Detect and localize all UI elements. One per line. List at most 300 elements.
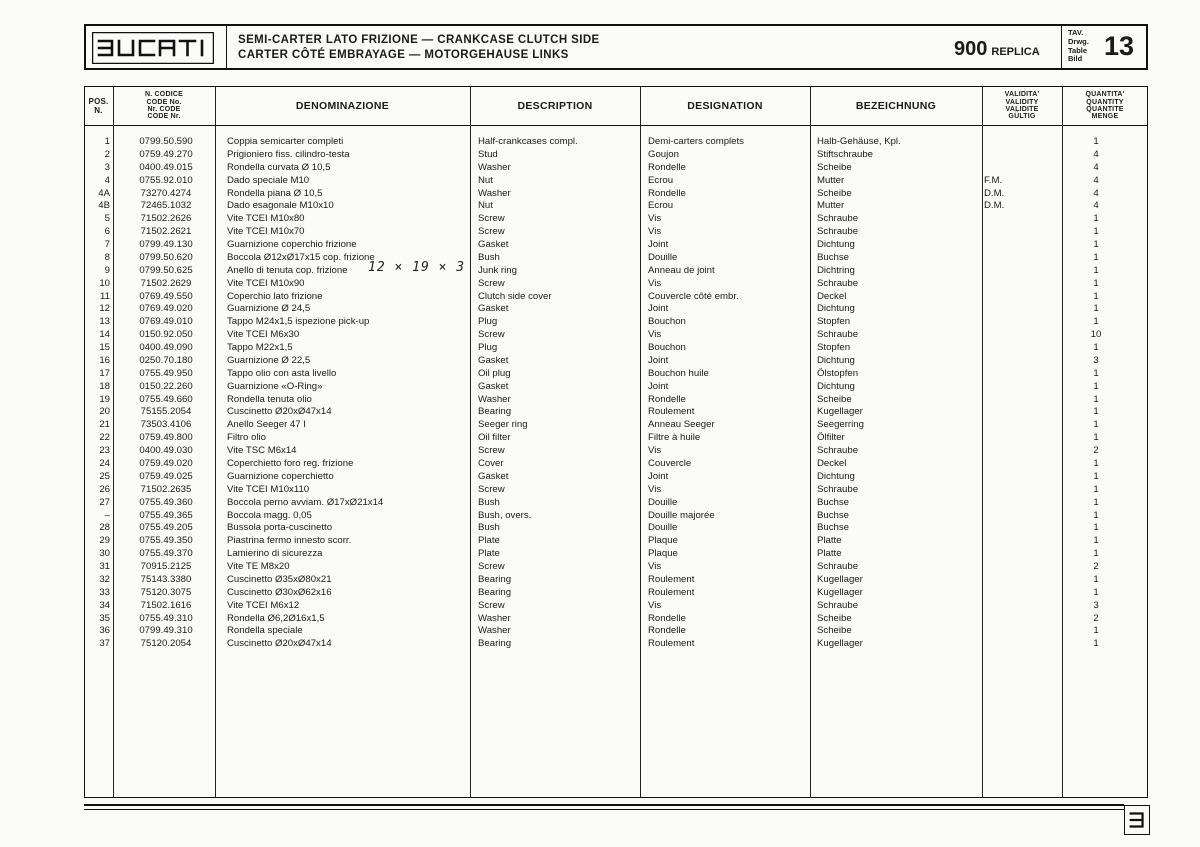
cell-code: 0755.49.350 — [139, 535, 193, 547]
table-row — [84, 638, 1148, 651]
cell-desig: Plaque — [648, 548, 678, 560]
cell-den: Rondella Ø6,2Ø16x1,5 — [227, 612, 325, 624]
cell-pos: 12 — [99, 303, 110, 315]
cell-desc: Gasket — [478, 354, 509, 366]
cell-desig: Rondelle — [648, 187, 686, 199]
cell-desc: Washer — [478, 625, 511, 637]
cell-pos: 2 — [104, 148, 110, 160]
cell-desc: Screw — [478, 277, 505, 289]
table-row — [84, 213, 1148, 226]
cell-code: 0759.49.270 — [139, 148, 193, 160]
cell-den: Cuscinetto Ø30xØ62x16 — [227, 586, 332, 598]
cell-den: Dado esagonale M10x10 — [227, 200, 334, 212]
cell-den: Boccola Ø12xØ17x15 cop. frizione — [227, 251, 375, 263]
cell-desig: Joint — [648, 354, 669, 366]
cell-pos: 1 — [104, 136, 110, 147]
cell-bez: Schraube — [817, 213, 859, 225]
table-row — [84, 471, 1148, 484]
cell-code: 71502.2621 — [140, 226, 192, 238]
table-row — [84, 149, 1148, 162]
model-suffix: REPLICA — [991, 46, 1040, 58]
cell-code: 0755.49.370 — [139, 548, 193, 560]
table-row — [84, 252, 1148, 265]
cell-bez: Dichtung — [817, 239, 855, 251]
table-row — [84, 419, 1148, 432]
cell-qty: 4 — [1093, 200, 1099, 212]
cell-den: Prigioniero fiss. cilindro-testa — [227, 148, 350, 160]
cell-bez: Buchse — [817, 251, 849, 263]
cell-den: Guarnizione Ø 24,5 — [227, 303, 311, 315]
cell-bez: Deckel — [817, 290, 847, 302]
cell-pos: 4 — [104, 174, 110, 186]
cell-qty: 1 — [1093, 367, 1099, 379]
cell-qty: 1 — [1093, 586, 1099, 598]
cell-desc: Gasket — [478, 239, 509, 251]
cell-pos: 19 — [99, 393, 110, 405]
cell-val: D.M. — [984, 200, 1005, 212]
table-row — [84, 600, 1148, 613]
cell-desig: Roulement — [648, 586, 695, 598]
table-row — [84, 200, 1148, 213]
cell-bez: Stopfen — [817, 316, 851, 328]
cell-den: Vite TSC M6x14 — [227, 445, 297, 457]
cell-code: 0769.49.550 — [139, 290, 193, 302]
cell-den: Boccola perno avviam. Ø17xØ21x14 — [227, 496, 384, 508]
cell-desig: Roulement — [648, 638, 695, 650]
cell-bez: Buchse — [817, 522, 849, 534]
cell-desc: Screw — [478, 329, 505, 341]
cell-pos: 21 — [99, 419, 110, 431]
cell-pos: 7 — [104, 239, 110, 251]
cell-pos: 30 — [99, 548, 110, 560]
cell-desig: Bouchon huile — [648, 367, 709, 379]
cell-pos: 28 — [99, 522, 110, 534]
cell-qty: 1 — [1093, 239, 1099, 251]
table-row — [84, 432, 1148, 445]
cell-qty: 1 — [1093, 535, 1099, 547]
cell-den: Guarnizione coperchio frizione — [227, 239, 357, 251]
cell-desc: Stud — [478, 148, 498, 160]
cell-qty: 1 — [1093, 380, 1099, 392]
cell-pos: 3 — [104, 161, 110, 173]
cell-pos: 24 — [99, 458, 110, 469]
cell-den: Cuscinetto Ø20xØ47x14 — [227, 638, 332, 650]
cell-code: 0759.49.025 — [139, 470, 193, 482]
cell-desig: Plaque — [648, 535, 678, 547]
cell-pos: 20 — [99, 406, 110, 418]
cell-desig: Goujon — [648, 148, 679, 160]
cell-desc: Bearing — [478, 573, 512, 585]
cell-bez: Buchse — [817, 496, 849, 508]
cell-qty: 1 — [1093, 393, 1099, 405]
col-header-validita: VALIDITA' VALIDITY VALIDITE GÜLTIG — [1004, 91, 1040, 121]
cell-qty: 1 — [1093, 213, 1099, 225]
cell-den: Bussola porta-cuscinetto — [227, 522, 333, 534]
header-divider — [84, 125, 1148, 126]
cell-qty: 1 — [1093, 548, 1099, 560]
cell-code: 0400.49.015 — [139, 161, 193, 173]
cell-desc: Plug — [478, 342, 498, 354]
cell-desig: Vis — [648, 599, 662, 611]
footer-rule — [84, 809, 1124, 810]
table-row — [84, 535, 1148, 548]
cell-den: Coperchietto foro reg. frizione — [227, 458, 354, 469]
cell-desc: Clutch side cover — [478, 290, 552, 302]
cell-desig: Couvercle côté embr. — [648, 290, 739, 302]
table-label: TAV. — [1068, 28, 1084, 37]
cell-qty: 1 — [1093, 432, 1099, 444]
cell-code: 70915.2125 — [140, 561, 192, 573]
cell-desc: Bush, overs. — [478, 509, 532, 521]
cell-qty: 1 — [1093, 303, 1099, 315]
cell-desig: Joint — [648, 239, 669, 251]
cell-code: 0799.50.590 — [139, 136, 193, 147]
table-row — [84, 291, 1148, 304]
cell-pos: 10 — [99, 277, 110, 289]
cell-desig: Douille — [648, 251, 678, 263]
cell-den: Cuscinetto Ø20xØ47x14 — [227, 406, 332, 418]
cell-desc: Half-crankcases compl. — [478, 136, 578, 147]
cell-pos: 25 — [99, 470, 110, 482]
cell-den: Vite TCEI M10x80 — [227, 213, 305, 225]
cell-pos: 34 — [99, 599, 110, 611]
cell-bez: Ölfilter — [817, 432, 845, 444]
table-row — [84, 278, 1148, 291]
cell-bez: Dichtung — [817, 303, 855, 315]
cell-bez: Buchse — [817, 509, 849, 521]
title-line-1: SEMI-CARTER LATO FRIZIONE — CRANKCASE CLUTCH SIDE — [238, 34, 600, 46]
cell-bez: Dichtring — [817, 264, 855, 276]
cell-pos: 23 — [99, 445, 110, 457]
cell-qty: 1 — [1093, 573, 1099, 585]
cell-qty: 1 — [1093, 316, 1099, 328]
cell-code: 71502.2635 — [140, 483, 192, 495]
cell-bez: Schraube — [817, 226, 859, 238]
cell-bez: Dichtung — [817, 470, 855, 482]
cell-desc: Nut — [478, 200, 493, 212]
table-row — [84, 394, 1148, 407]
cell-desc: Washer — [478, 187, 511, 199]
cell-den: Coperchio lato frizione — [227, 290, 323, 302]
cell-den: Lamierino di sicurezza — [227, 548, 323, 560]
cell-desc: Junk ring — [478, 264, 517, 276]
cell-desig: Vis — [648, 483, 662, 495]
cell-desc: Screw — [478, 599, 505, 611]
cell-qty: 4 — [1093, 161, 1099, 173]
cell-pos: 4B — [98, 200, 110, 212]
cell-desig: Filtre à huile — [648, 432, 701, 444]
table-label: Table — [1068, 45, 1088, 55]
cell-desig: Joint — [648, 470, 669, 482]
cell-bez: Deckel — [817, 458, 847, 469]
cell-bez: Kugellager — [817, 406, 863, 418]
cell-code: 0799.50.620 — [139, 251, 193, 263]
cell-desig: Roulement — [648, 406, 695, 418]
cell-bez: Scheibe — [817, 187, 852, 199]
table-row — [84, 368, 1148, 381]
model-number: 900 — [954, 38, 988, 60]
cell-bez: Dichtung — [817, 354, 855, 366]
cell-bez: Mutter — [817, 200, 845, 212]
cell-pos: 22 — [99, 432, 110, 444]
cell-pos: 17 — [99, 367, 110, 379]
cell-desc: Screw — [478, 445, 505, 457]
cell-code: 0759.49.020 — [139, 458, 193, 469]
cell-code: 75155.2054 — [140, 406, 192, 418]
cell-den: Boccola magg. 0,05 — [227, 509, 312, 521]
footer-rule — [84, 804, 1124, 806]
cell-qty: 1 — [1093, 496, 1099, 508]
cell-code: 0150.92.050 — [139, 329, 193, 341]
table-label: Drwg. — [1068, 36, 1089, 46]
cell-qty: 4 — [1093, 174, 1099, 186]
cell-bez: Stopfen — [817, 342, 851, 354]
table-row — [84, 381, 1148, 394]
cell-desc: Plug — [478, 316, 498, 328]
col-header-code: N. CODICE CODE No. Nr. CODE CODE Nr. — [145, 91, 183, 121]
cell-qty: 2 — [1093, 612, 1099, 624]
cell-desig: Vis — [648, 277, 662, 289]
cell-code: 72465.1032 — [140, 200, 192, 212]
cell-bez: Schraube — [817, 483, 859, 495]
cell-code: 0759.49.800 — [139, 432, 193, 444]
cell-bez: Kugellager — [817, 586, 863, 598]
col-header-denominazione: DENOMINAZIONE — [295, 100, 390, 112]
table-row — [84, 265, 1148, 278]
ducati-mark-icon — [1124, 805, 1150, 835]
cell-desc: Nut — [478, 174, 493, 186]
cell-den: Rondella curvata Ø 10,5 — [227, 161, 331, 173]
cell-qty: 1 — [1093, 522, 1099, 534]
cell-den: Filtro olio — [227, 432, 266, 444]
cell-qty: 1 — [1093, 226, 1099, 238]
table-label-stack — [1068, 29, 1089, 64]
table-row — [84, 355, 1148, 368]
cell-pos: – — [104, 509, 110, 521]
table-row — [84, 574, 1148, 587]
cell-code: 0799.50.625 — [139, 264, 193, 276]
cell-code: 0755.49.660 — [139, 393, 193, 405]
cell-bez: Platte — [817, 535, 842, 547]
cell-desc: Washer — [478, 161, 511, 173]
table-row — [84, 162, 1148, 175]
cell-qty: 4 — [1093, 187, 1099, 199]
cell-pos: 14 — [99, 329, 110, 341]
cell-code: 0769.49.020 — [139, 303, 193, 315]
cell-desig: Bouchon — [648, 342, 686, 354]
table-row — [84, 510, 1148, 523]
cell-code: 0755.49.950 — [139, 367, 193, 379]
cell-den: Tappo M22x1,5 — [227, 342, 293, 354]
cell-bez: Schraube — [817, 329, 859, 341]
cell-desig: Vis — [648, 213, 662, 225]
cell-bez: Schraube — [817, 277, 859, 289]
cell-qty: 1 — [1093, 458, 1099, 469]
cell-code: 0400.49.090 — [139, 342, 193, 354]
header-box — [84, 24, 1148, 70]
cell-val: F.M. — [984, 174, 1003, 186]
cell-code: 73503.4106 — [140, 419, 192, 431]
cell-pos: 4A — [98, 187, 110, 199]
table-row — [84, 303, 1148, 316]
cell-den: Vite TCEI M10x90 — [227, 277, 305, 289]
cell-den: Rondella speciale — [227, 625, 303, 637]
cell-desc: Bearing — [478, 406, 512, 418]
cell-code: 75120.2054 — [140, 638, 192, 650]
cell-pos: 6 — [104, 226, 110, 238]
cell-den: Tappo olio con asta livello — [227, 367, 337, 379]
col-header-designation: DESIGNATION — [687, 100, 763, 112]
cell-desig: Joint — [648, 303, 669, 315]
cell-pos: 29 — [99, 535, 110, 547]
cell-desc: Plate — [478, 548, 500, 560]
cell-code: 71502.1616 — [140, 599, 192, 611]
cell-desig: Rondelle — [648, 625, 686, 637]
table-row — [84, 587, 1148, 600]
cell-bez: Seegerring — [817, 419, 864, 431]
cell-desc: Washer — [478, 393, 511, 405]
cell-desc: Screw — [478, 561, 505, 573]
cell-bez: Halb-Gehäuse, Kpl. — [817, 136, 901, 147]
cell-bez: Kugellager — [817, 638, 863, 650]
cell-desc: Cover — [478, 458, 504, 469]
cell-desig: Ecrou — [648, 200, 674, 212]
cell-bez: Scheibe — [817, 625, 852, 637]
handwritten-note: 12 × 19 × 3 — [368, 260, 466, 275]
table-row — [84, 406, 1148, 419]
table-row — [84, 484, 1148, 497]
cell-bez: Schraube — [817, 445, 859, 457]
cell-desig: Joint — [648, 380, 669, 392]
cell-qty: 1 — [1093, 419, 1099, 431]
cell-den: Tappo M24x1,5 ispezione pick-up — [227, 316, 370, 328]
cell-desc: Oil plug — [478, 367, 511, 379]
cell-val: D.M. — [984, 187, 1005, 199]
cell-qty: 1 — [1093, 136, 1099, 147]
cell-pos: 13 — [99, 316, 110, 328]
cell-bez: Scheibe — [817, 393, 852, 405]
cell-den: Vite TCEI M6x30 — [227, 329, 300, 341]
cell-bez: Scheibe — [817, 161, 852, 173]
cell-qty: 4 — [1093, 148, 1099, 160]
cell-qty: 1 — [1093, 406, 1099, 418]
cell-qty: 1 — [1093, 638, 1099, 650]
table-row — [84, 188, 1148, 201]
cell-pos: 18 — [99, 380, 110, 392]
cell-code: 0755.49.360 — [139, 496, 193, 508]
cell-code: 0250.70.180 — [139, 354, 193, 366]
cell-desig: Rondelle — [648, 393, 686, 405]
table-row — [84, 548, 1148, 561]
table-row — [84, 329, 1148, 342]
cell-code: 71502.2626 — [140, 213, 192, 225]
title-line-2: CARTER CÔTÉ EMBRAYAGE — MOTORGEHAUSE LINKS — [238, 49, 569, 61]
table-row — [84, 458, 1148, 471]
cell-den: Piastrina fermo innesto scorr. — [227, 535, 352, 547]
table-row — [84, 226, 1148, 239]
cell-qty: 10 — [1090, 329, 1102, 341]
cell-qty: 2 — [1093, 445, 1099, 457]
cell-pos: 11 — [100, 290, 110, 302]
cell-desig: Couvercle — [648, 458, 692, 469]
cell-desig: Vis — [648, 445, 662, 457]
cell-den: Guarnizione «O-Ring» — [227, 380, 323, 392]
cell-code: 0799.49.130 — [139, 239, 193, 251]
cell-code: 0755.92.010 — [139, 174, 193, 186]
cell-code: 75143.3380 — [140, 573, 192, 585]
cell-pos: 9 — [104, 264, 110, 276]
cell-den: Anello di tenuta cop. frizione — [227, 264, 348, 276]
cell-pos: 35 — [99, 612, 110, 624]
table-label: Bild — [1068, 54, 1083, 64]
cell-desc: Gasket — [478, 380, 509, 392]
cell-code: 0755.49.205 — [139, 522, 193, 534]
cell-desig: Anneau de joint — [648, 264, 715, 276]
cell-bez: Platte — [817, 548, 842, 560]
cell-pos: 8 — [104, 251, 110, 263]
cell-den: Guarnizione Ø 22,5 — [227, 354, 311, 366]
table-number: 13 — [1104, 31, 1135, 61]
cell-pos: 27 — [99, 496, 110, 508]
ducati-logo — [92, 32, 214, 64]
cell-desc: Seeger ring — [478, 419, 528, 431]
table-row — [84, 239, 1148, 252]
table-row — [84, 497, 1148, 510]
cell-desig: Bouchon — [648, 316, 686, 328]
table-row — [84, 445, 1148, 458]
cell-bez: Stiftschraube — [817, 148, 873, 160]
cell-qty: 1 — [1093, 625, 1099, 637]
cell-pos: 5 — [104, 213, 110, 225]
cell-qty: 3 — [1093, 599, 1099, 611]
cell-desig: Douille majorée — [648, 509, 715, 521]
cell-desc: Washer — [478, 612, 511, 624]
cell-qty: 1 — [1093, 251, 1099, 263]
col-header-bezeichnung: BEZEICHNUNG — [855, 100, 937, 112]
cell-den: Dado speciale M10 — [227, 174, 310, 186]
cell-den: Rondella tenuta olio — [227, 393, 312, 405]
header-separator — [1061, 26, 1062, 68]
table-row — [84, 136, 1148, 149]
table-row — [84, 175, 1148, 188]
cell-code: 0400.49.030 — [139, 445, 193, 457]
cell-desc: Plate — [478, 535, 500, 547]
cell-qty: 1 — [1093, 290, 1099, 302]
col-header-pos: POS. N. — [88, 97, 109, 115]
cell-code: 0769.49.010 — [139, 316, 193, 328]
table-row — [84, 613, 1148, 626]
cell-pos: 16 — [99, 354, 110, 366]
header-separator — [226, 26, 227, 68]
cell-code: 0755.49.310 — [139, 612, 193, 624]
cell-desc: Screw — [478, 213, 505, 225]
cell-desc: Gasket — [478, 303, 509, 315]
cell-code: 71502.2629 — [140, 277, 192, 289]
cell-desig: Douille — [648, 522, 678, 534]
cell-desig: Anneau Seeger — [648, 419, 715, 431]
cell-bez: Dichtung — [817, 380, 855, 392]
table-row — [84, 625, 1148, 638]
cell-pos: 36 — [99, 625, 110, 637]
cell-desc: Oil filter — [478, 432, 511, 444]
cell-den: Vite TCEI M6x12 — [227, 599, 300, 611]
cell-pos: 33 — [99, 586, 110, 598]
cell-desc: Gasket — [478, 470, 509, 482]
col-header-quantita: QUANTITA' QUANTITY QUANTITE MENGE — [1085, 91, 1125, 121]
cell-code: 73270.4274 — [140, 187, 192, 199]
cell-den: Vite TE M8x20 — [227, 561, 290, 573]
cell-desig: Rondelle — [648, 612, 686, 624]
